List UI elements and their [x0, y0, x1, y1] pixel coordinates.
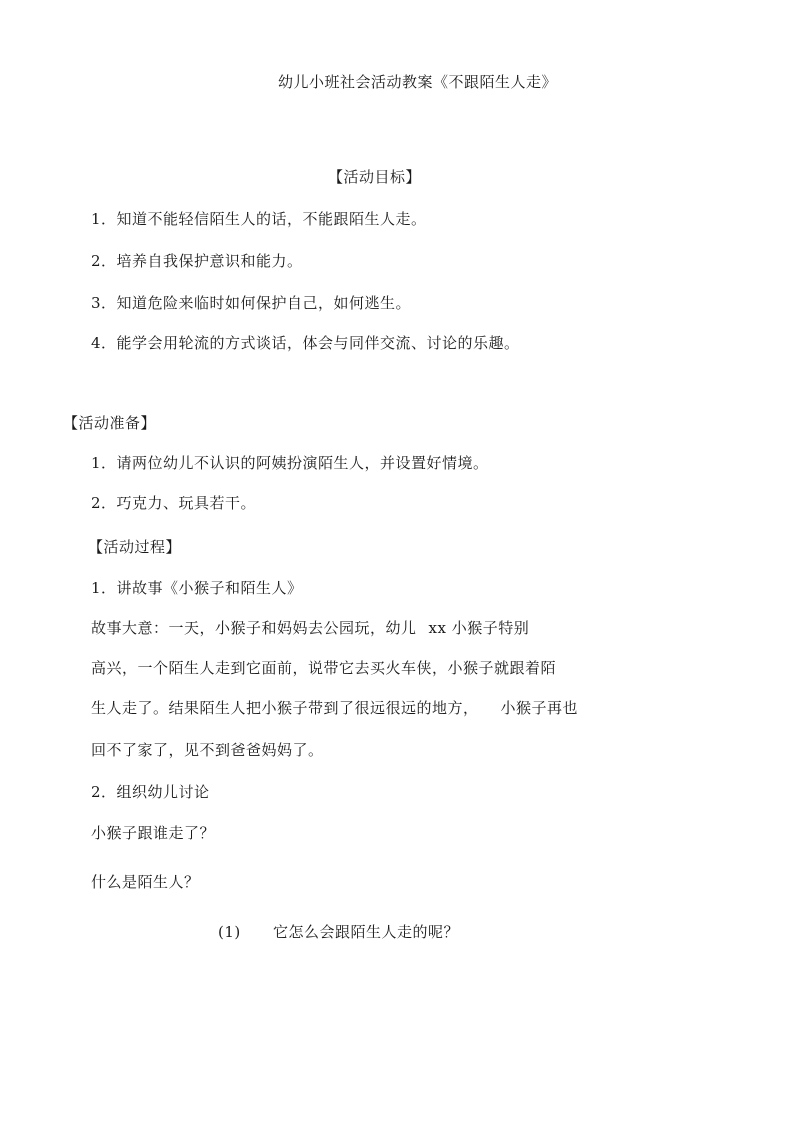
- sub-question: [218, 922, 459, 942]
- story-text: 小猴子再也: [500, 699, 579, 717]
- process-step-story: 1．讲故事《小猴子和陌生人》: [91, 579, 303, 597]
- discussion-question: 小猴子跟谁走了？: [91, 824, 216, 842]
- goal-item: 2．培养自我保护意识和能力。: [91, 252, 303, 270]
- sub-question-number: (1): [218, 923, 241, 941]
- goal-item: 4．能学会用轮流的方式谈话，体会与同伴交流、讨论的乐趣。: [91, 334, 520, 352]
- sub-question-text: 它怎么会跟陌生人走的呢？: [273, 923, 460, 941]
- story-line: [91, 698, 578, 718]
- preparation-item: 1．请两位幼儿不认识的阿姨扮演陌生人，并设置好情境。: [91, 454, 489, 472]
- preparation-item: 2．巧克力、玩具若干。: [91, 494, 257, 512]
- story-text: 生人走了。结果陌生人把小猴子带到了很远很远的地方，: [91, 699, 479, 717]
- story-line: 回不了家了，见不到爸爸妈妈了。: [91, 741, 324, 759]
- discussion-question: 什么是陌生人？: [91, 873, 200, 891]
- story-text: xx 小猴子特别: [428, 619, 530, 637]
- story-line: [91, 618, 529, 638]
- section-heading-preparation: 【活动准备】: [63, 414, 157, 432]
- story-text: 故事大意：一天，小猴子和妈妈去公园玩，幼儿: [91, 619, 417, 637]
- process-step-discussion: 2．组织幼儿讨论: [91, 783, 210, 801]
- document-title: 幼儿小班社会活动教案《不跟陌生人走》: [278, 73, 558, 91]
- goal-item: 1．知道不能轻信陌生人的话，不能跟陌生人走。: [91, 210, 427, 228]
- section-heading-process: 【活动过程】: [88, 538, 182, 556]
- goal-item: 3．知道危险来临时如何保护自己，如何逃生。: [91, 294, 412, 312]
- section-heading-goals: 【活动目标】: [328, 168, 422, 186]
- story-line: 高兴，一个陌生人走到它面前，说带它去买火车侠，小猴子就跟着陌: [91, 659, 557, 677]
